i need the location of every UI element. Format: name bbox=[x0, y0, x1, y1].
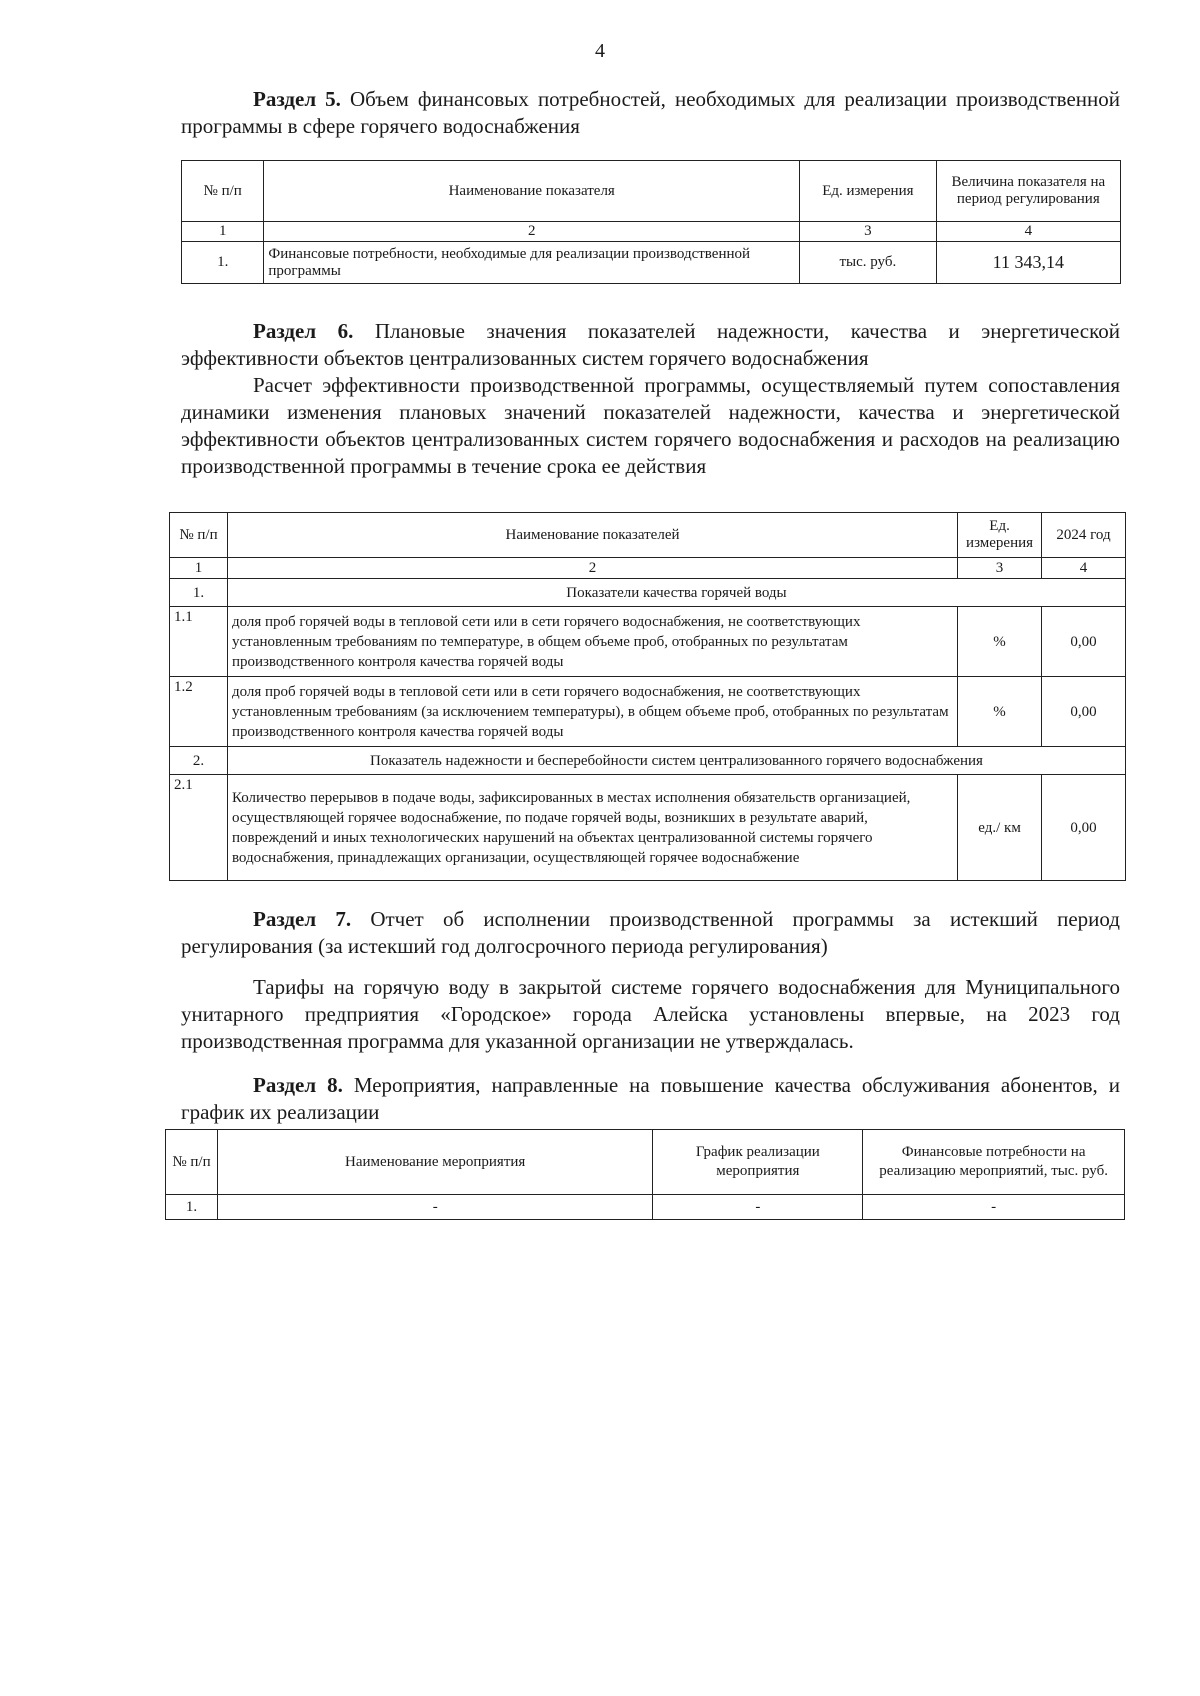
row-name: доля проб горячей воды в тепловой сети или в сети горячего водоснабжения, не соответствующих установленным требованиям (за исключением температуры), в общем объеме проб, отобранных по результатам производственного контроля качества горячей воды bbox=[227, 677, 957, 747]
section7-tariff-text: Тарифы на горячую воду в закрытой системе горячего водоснабжения для Муниципального унитарного предприятия «Городское» города Алейска установлены впервые, на 2023 год производственная программа для указанной организации не утверждалась. bbox=[181, 975, 1120, 1053]
row-num: 1. bbox=[182, 242, 264, 284]
header-schedule: График реализации мероприятия bbox=[653, 1130, 863, 1195]
page-number: 4 bbox=[595, 40, 605, 62]
row-num: 2.1 bbox=[170, 775, 228, 881]
financial-needs-table bbox=[181, 160, 1121, 284]
group-num: 2. bbox=[170, 747, 228, 775]
col-number: 4 bbox=[1042, 558, 1126, 579]
row-name: Финансовые потребности, необходимые для реализации производственной программы bbox=[264, 242, 800, 284]
quality-indicators-table bbox=[169, 512, 1126, 881]
table-header-row bbox=[170, 513, 1126, 558]
row-name: - bbox=[217, 1195, 652, 1220]
col-number: 4 bbox=[936, 222, 1120, 242]
group-row bbox=[170, 747, 1126, 775]
group-title: Показатели качества горячей воды bbox=[227, 579, 1125, 607]
header-unit: Ед. измерения bbox=[800, 161, 937, 222]
section8-label: Раздел 8. bbox=[253, 1073, 343, 1097]
table-row bbox=[182, 242, 1121, 284]
table-row bbox=[170, 677, 1126, 747]
header-unit: Ед. измерения bbox=[958, 513, 1042, 558]
header-event: Наименование мероприятия bbox=[217, 1130, 652, 1195]
section8-title: Мероприятия, направленные на повышение качества обслуживания абонентов, и график их реализации bbox=[181, 1073, 1120, 1124]
row-name: доля проб горячей воды в тепловой сети или в сети горячего водоснабжения, не соответствующих установленным требованиям по температуре, в общем объеме проб, отобранных по результатам производственного контроля качества горячей воды bbox=[227, 607, 957, 677]
header-year: 2024 год bbox=[1042, 513, 1126, 558]
table-numbering-row bbox=[182, 222, 1121, 242]
table-numbering-row bbox=[170, 558, 1126, 579]
section8-heading bbox=[181, 1072, 1120, 1126]
header-num: № п/п bbox=[170, 513, 228, 558]
row-num: 1.1 bbox=[170, 607, 228, 677]
table-header-row bbox=[182, 161, 1121, 222]
table-row bbox=[170, 607, 1126, 677]
row-num: 1.2 bbox=[170, 677, 228, 747]
col-number: 2 bbox=[227, 558, 957, 579]
row-schedule: - bbox=[653, 1195, 863, 1220]
row-value: 11 343,14 bbox=[936, 242, 1120, 284]
table-header-row bbox=[166, 1130, 1125, 1195]
row-unit: тыс. руб. bbox=[800, 242, 937, 284]
section6-label: Раздел 6. bbox=[253, 319, 354, 343]
row-value: 0,00 bbox=[1042, 677, 1126, 747]
col-number: 2 bbox=[264, 222, 800, 242]
group-row bbox=[170, 579, 1126, 607]
header-num: № п/п bbox=[182, 161, 264, 222]
group-title: Показатель надежности и бесперебойности систем централизованного горячего водоснабжения bbox=[227, 747, 1125, 775]
section7-title: Отчет об исполнении производственной программы за истекший период регулирования (за истекший год долгосрочного периода регулирования) bbox=[181, 907, 1120, 958]
section5-heading bbox=[181, 86, 1120, 140]
header-indicator: Наименование показателя bbox=[264, 161, 800, 222]
row-unit: ед./ км bbox=[958, 775, 1042, 881]
section5-title: Объем финансовых потребностей, необходимых для реализации производственной программы в сфере горячего водоснабжения bbox=[181, 87, 1120, 138]
col-number: 3 bbox=[958, 558, 1042, 579]
section6-heading bbox=[181, 318, 1120, 372]
events-table bbox=[165, 1129, 1125, 1220]
header-num: № п/п bbox=[166, 1130, 218, 1195]
header-indicators: Наименование показателей bbox=[227, 513, 957, 558]
col-number: 3 bbox=[800, 222, 937, 242]
table-row bbox=[170, 775, 1126, 881]
row-name: Количество перерывов в подаче воды, зафиксированных в местах исполнения обязательств организацией, осуществляющей горячее водоснабжение, по подаче горячей воды, возникших в результате аварий, повреждений и иных технологических нарушений на объектах централизованной системы горячего водоснабжения, принадлежащих организации, осуществляющей горячее водоснабжение bbox=[227, 775, 957, 881]
header-finance: Финансовые потребности на реализацию мероприятий, тыс. руб. bbox=[863, 1130, 1125, 1195]
section6-title: Плановые значения показателей надежности, качества и энергетической эффективности объектов централизованных систем горячего водоснабжения bbox=[181, 319, 1120, 370]
row-value: 0,00 bbox=[1042, 607, 1126, 677]
col-number: 1 bbox=[182, 222, 264, 242]
row-value: 0,00 bbox=[1042, 775, 1126, 881]
header-value: Величина показателя на период регулирования bbox=[936, 161, 1120, 222]
table-row bbox=[166, 1195, 1125, 1220]
col-number: 1 bbox=[170, 558, 228, 579]
row-unit: % bbox=[958, 607, 1042, 677]
group-num: 1. bbox=[170, 579, 228, 607]
section7-label: Раздел 7. bbox=[253, 907, 352, 931]
row-num: 1. bbox=[166, 1195, 218, 1220]
section6-calc-text: Расчет эффективности производственной программы, осуществляемый путем сопоставления динамики изменения плановых значений показателей надежности, качества и энергетической эффективности объектов централизованных систем горячего водоснабжения и расходов на реализацию производственной программы в течение срока ее действия bbox=[181, 373, 1120, 478]
row-unit: % bbox=[958, 677, 1042, 747]
section5-label: Раздел 5. bbox=[253, 87, 341, 111]
section7-heading bbox=[181, 906, 1120, 960]
row-finance: - bbox=[863, 1195, 1125, 1220]
